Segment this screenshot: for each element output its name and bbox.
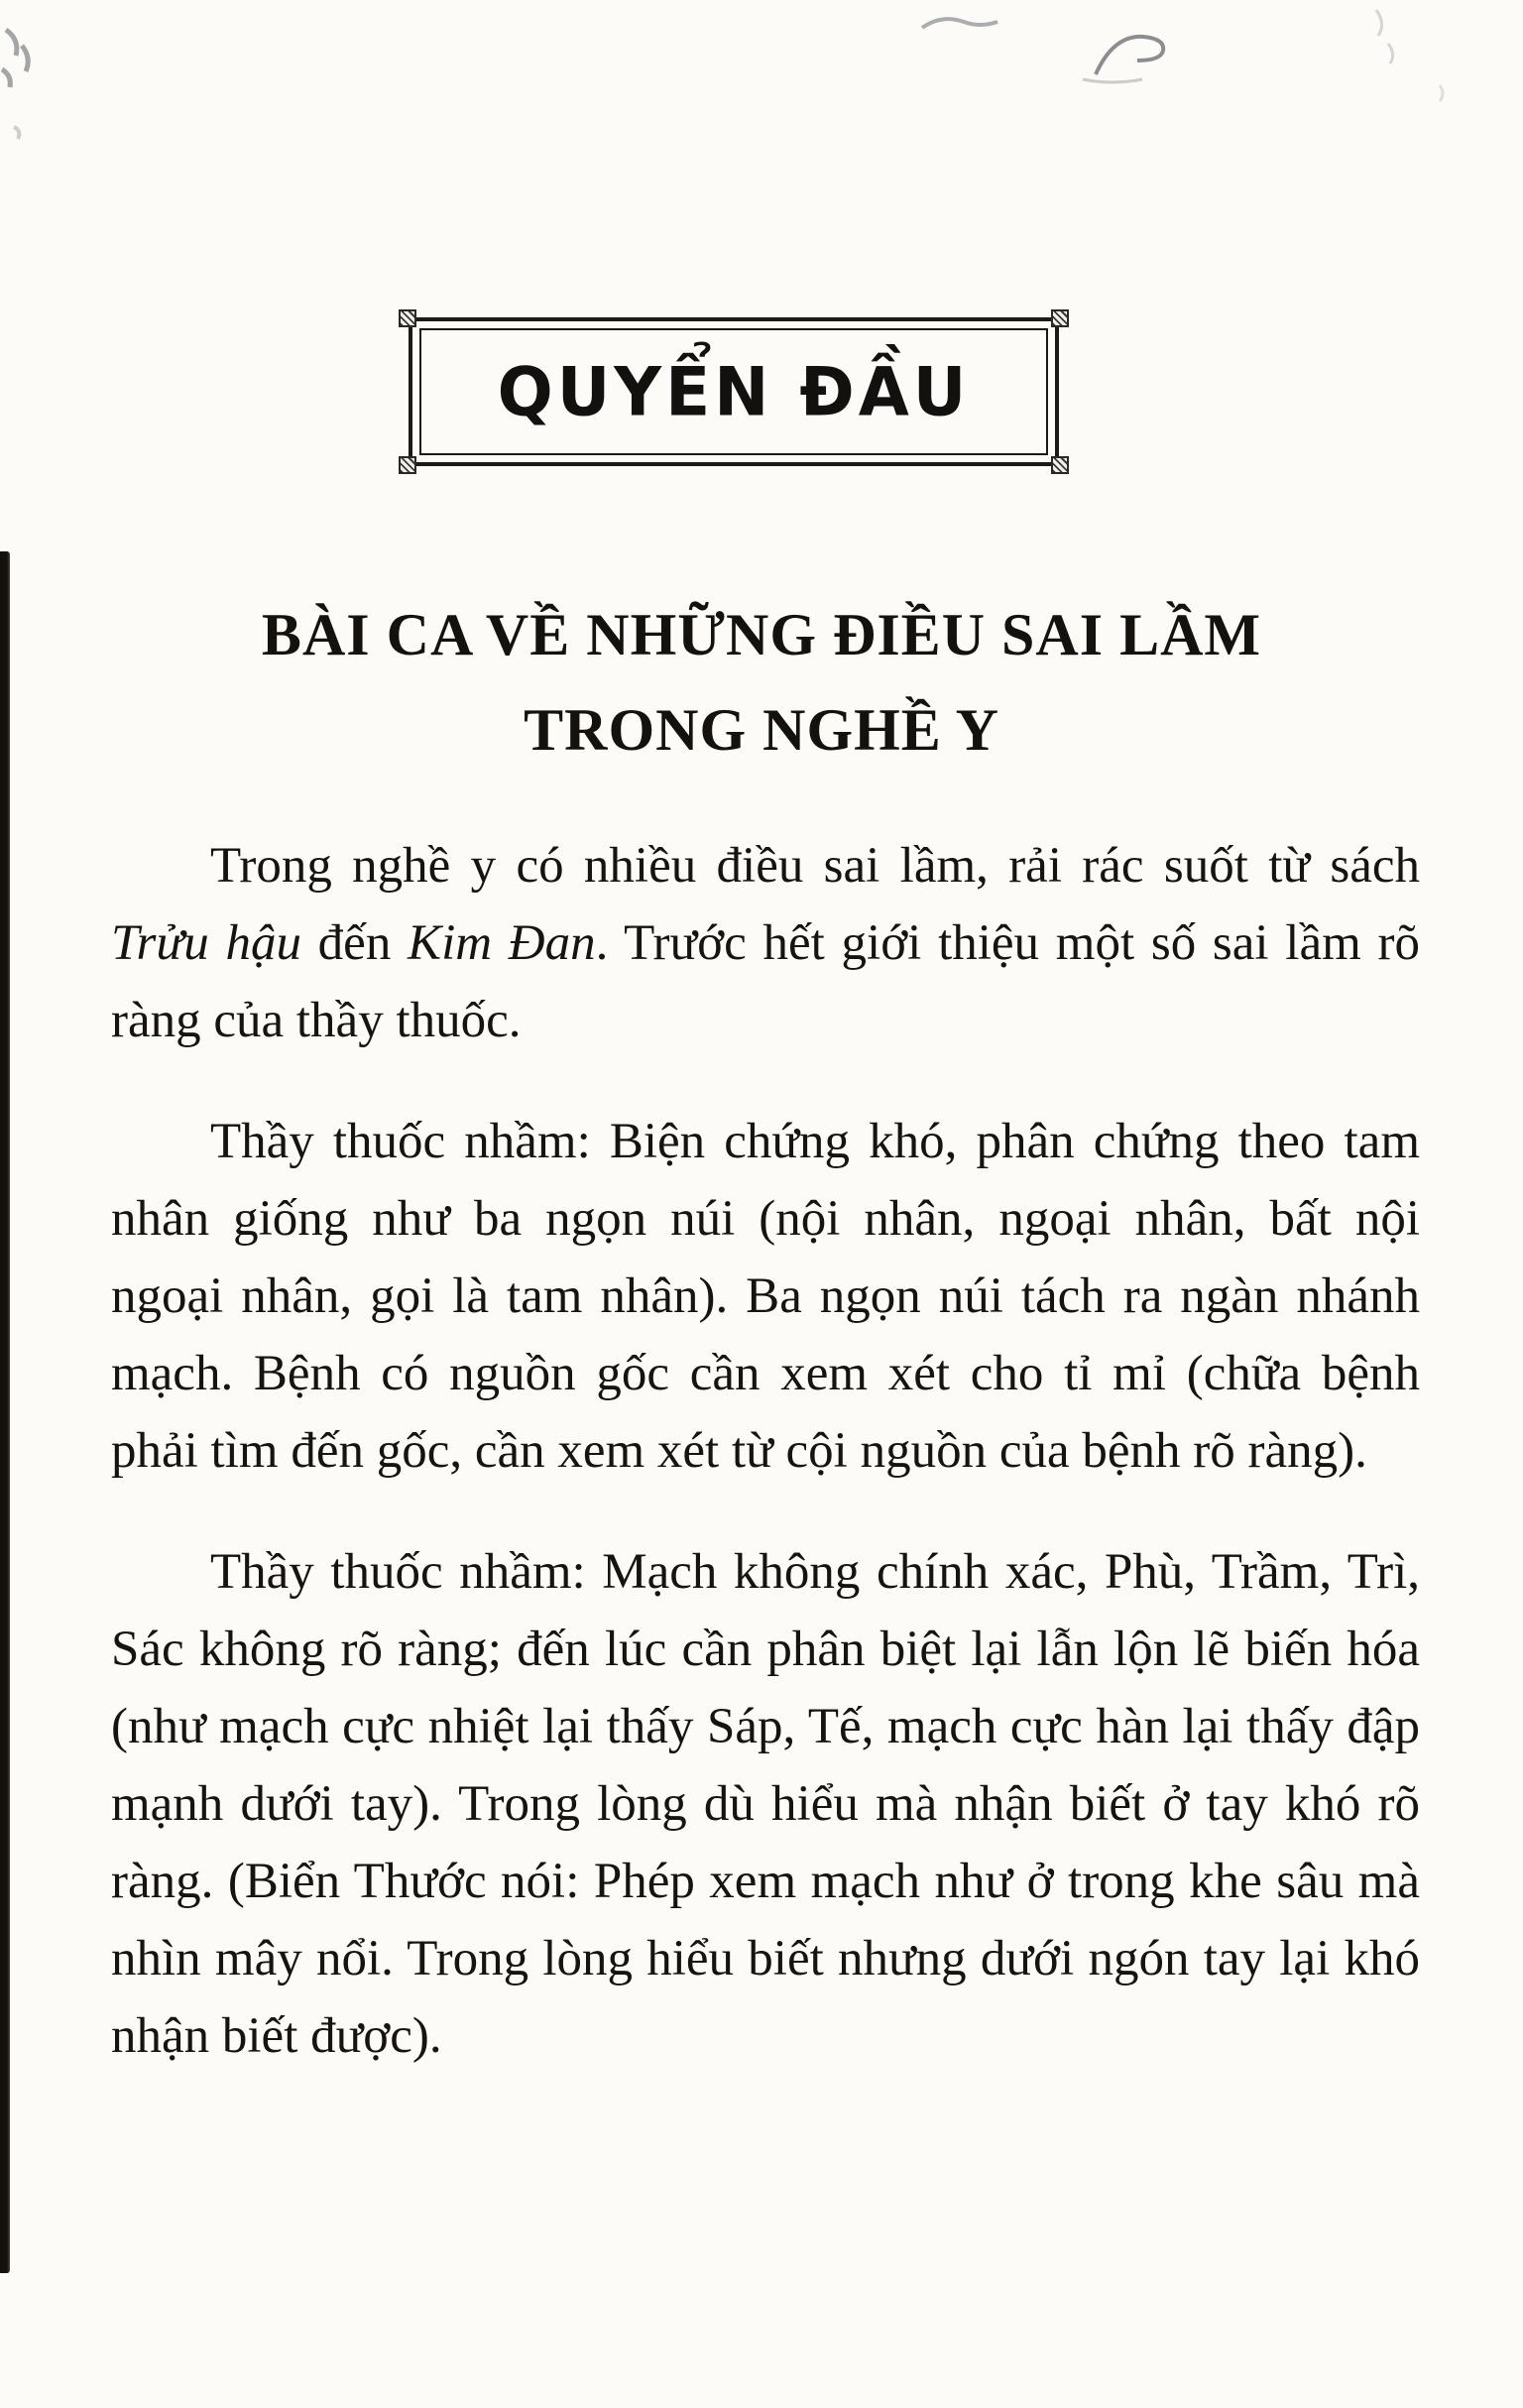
squiggle-mark-icon (1096, 37, 1163, 74)
scan-edge-shadow (0, 551, 10, 2273)
paragraph-1-segment: . Trước hết giới thiệu một số sai lầm rõ ràng của thầy thuốc. (111, 915, 1420, 1048)
paragraph-1-italic-title: Kim Đan (408, 915, 596, 971)
squiggle-mark-icon (922, 19, 997, 28)
corner-smudge-icon (14, 127, 19, 139)
volume-title: QUYỂN ĐẦU (497, 352, 971, 431)
paragraph-1-segment: đến (300, 915, 409, 971)
box-corner-ornament (1051, 456, 1069, 474)
squiggle-mark-icon (1083, 79, 1142, 82)
chapter-heading (0, 587, 1523, 778)
faint-mark-icon (1440, 85, 1443, 101)
volume-title-inner-frame (419, 328, 1048, 455)
chapter-heading-line1: BÀI CA VỀ NHỮNG ĐIỀU SAI LẦM (261, 602, 1262, 667)
scan-artifact-marks (0, 0, 1523, 198)
faint-mark-icon (1376, 10, 1393, 63)
volume-title-box (409, 317, 1059, 466)
paragraph-1-segment: Trong nghề y có nhiều điều sai lầm, rải rác suốt từ sách (210, 838, 1420, 894)
paragraph-3: Thầy thuốc nhầm: Mạch không chính xác, Phù, Trầm, Trì, Sác không rõ ràng; đến lúc cần phân biệt lại lẫn lộn lẽ biến hóa (như mạch cực nhiệt lại thấy Sáp, Tế, mạch cực hàn lại thấy đập mạnh dưới tay). Trong lòng dù hiểu mà nhận biết ở tay khó rõ ràng. (Biển Thước nói: Phép xem mạch như ở trong khe sâu mà nhìn mây nổi. Trong lòng hiểu biết nhưng dưới ngón tay lại khó nhận biết được). (111, 1544, 1420, 2064)
paragraph-1-italic-title: Trửu hậu (111, 915, 301, 971)
body-text (111, 827, 1420, 2075)
corner-smudge-icon (2, 30, 28, 87)
box-corner-ornament (399, 309, 416, 327)
box-corner-ornament (399, 456, 416, 474)
paragraph-1 (111, 827, 1420, 1059)
box-corner-ornament (1051, 309, 1069, 327)
chapter-heading-line2: TRONG NGHỀ Y (524, 697, 999, 763)
paragraph-2: Thầy thuốc nhầm: Biện chứng khó, phân chứng theo tam nhân giống như ba ngọn núi (nội nhân, ngoại nhân, bất nội ngoại nhân, gọi là tam nhân). Ba ngọn núi tách ra ngàn nhánh mạch. Bệnh có nguồn gốc cần xem xét cho tỉ mỉ (chữa bệnh phải tìm đến gốc, cần xem xét từ cội nguồn của bệnh rõ ràng). (111, 1114, 1420, 1479)
